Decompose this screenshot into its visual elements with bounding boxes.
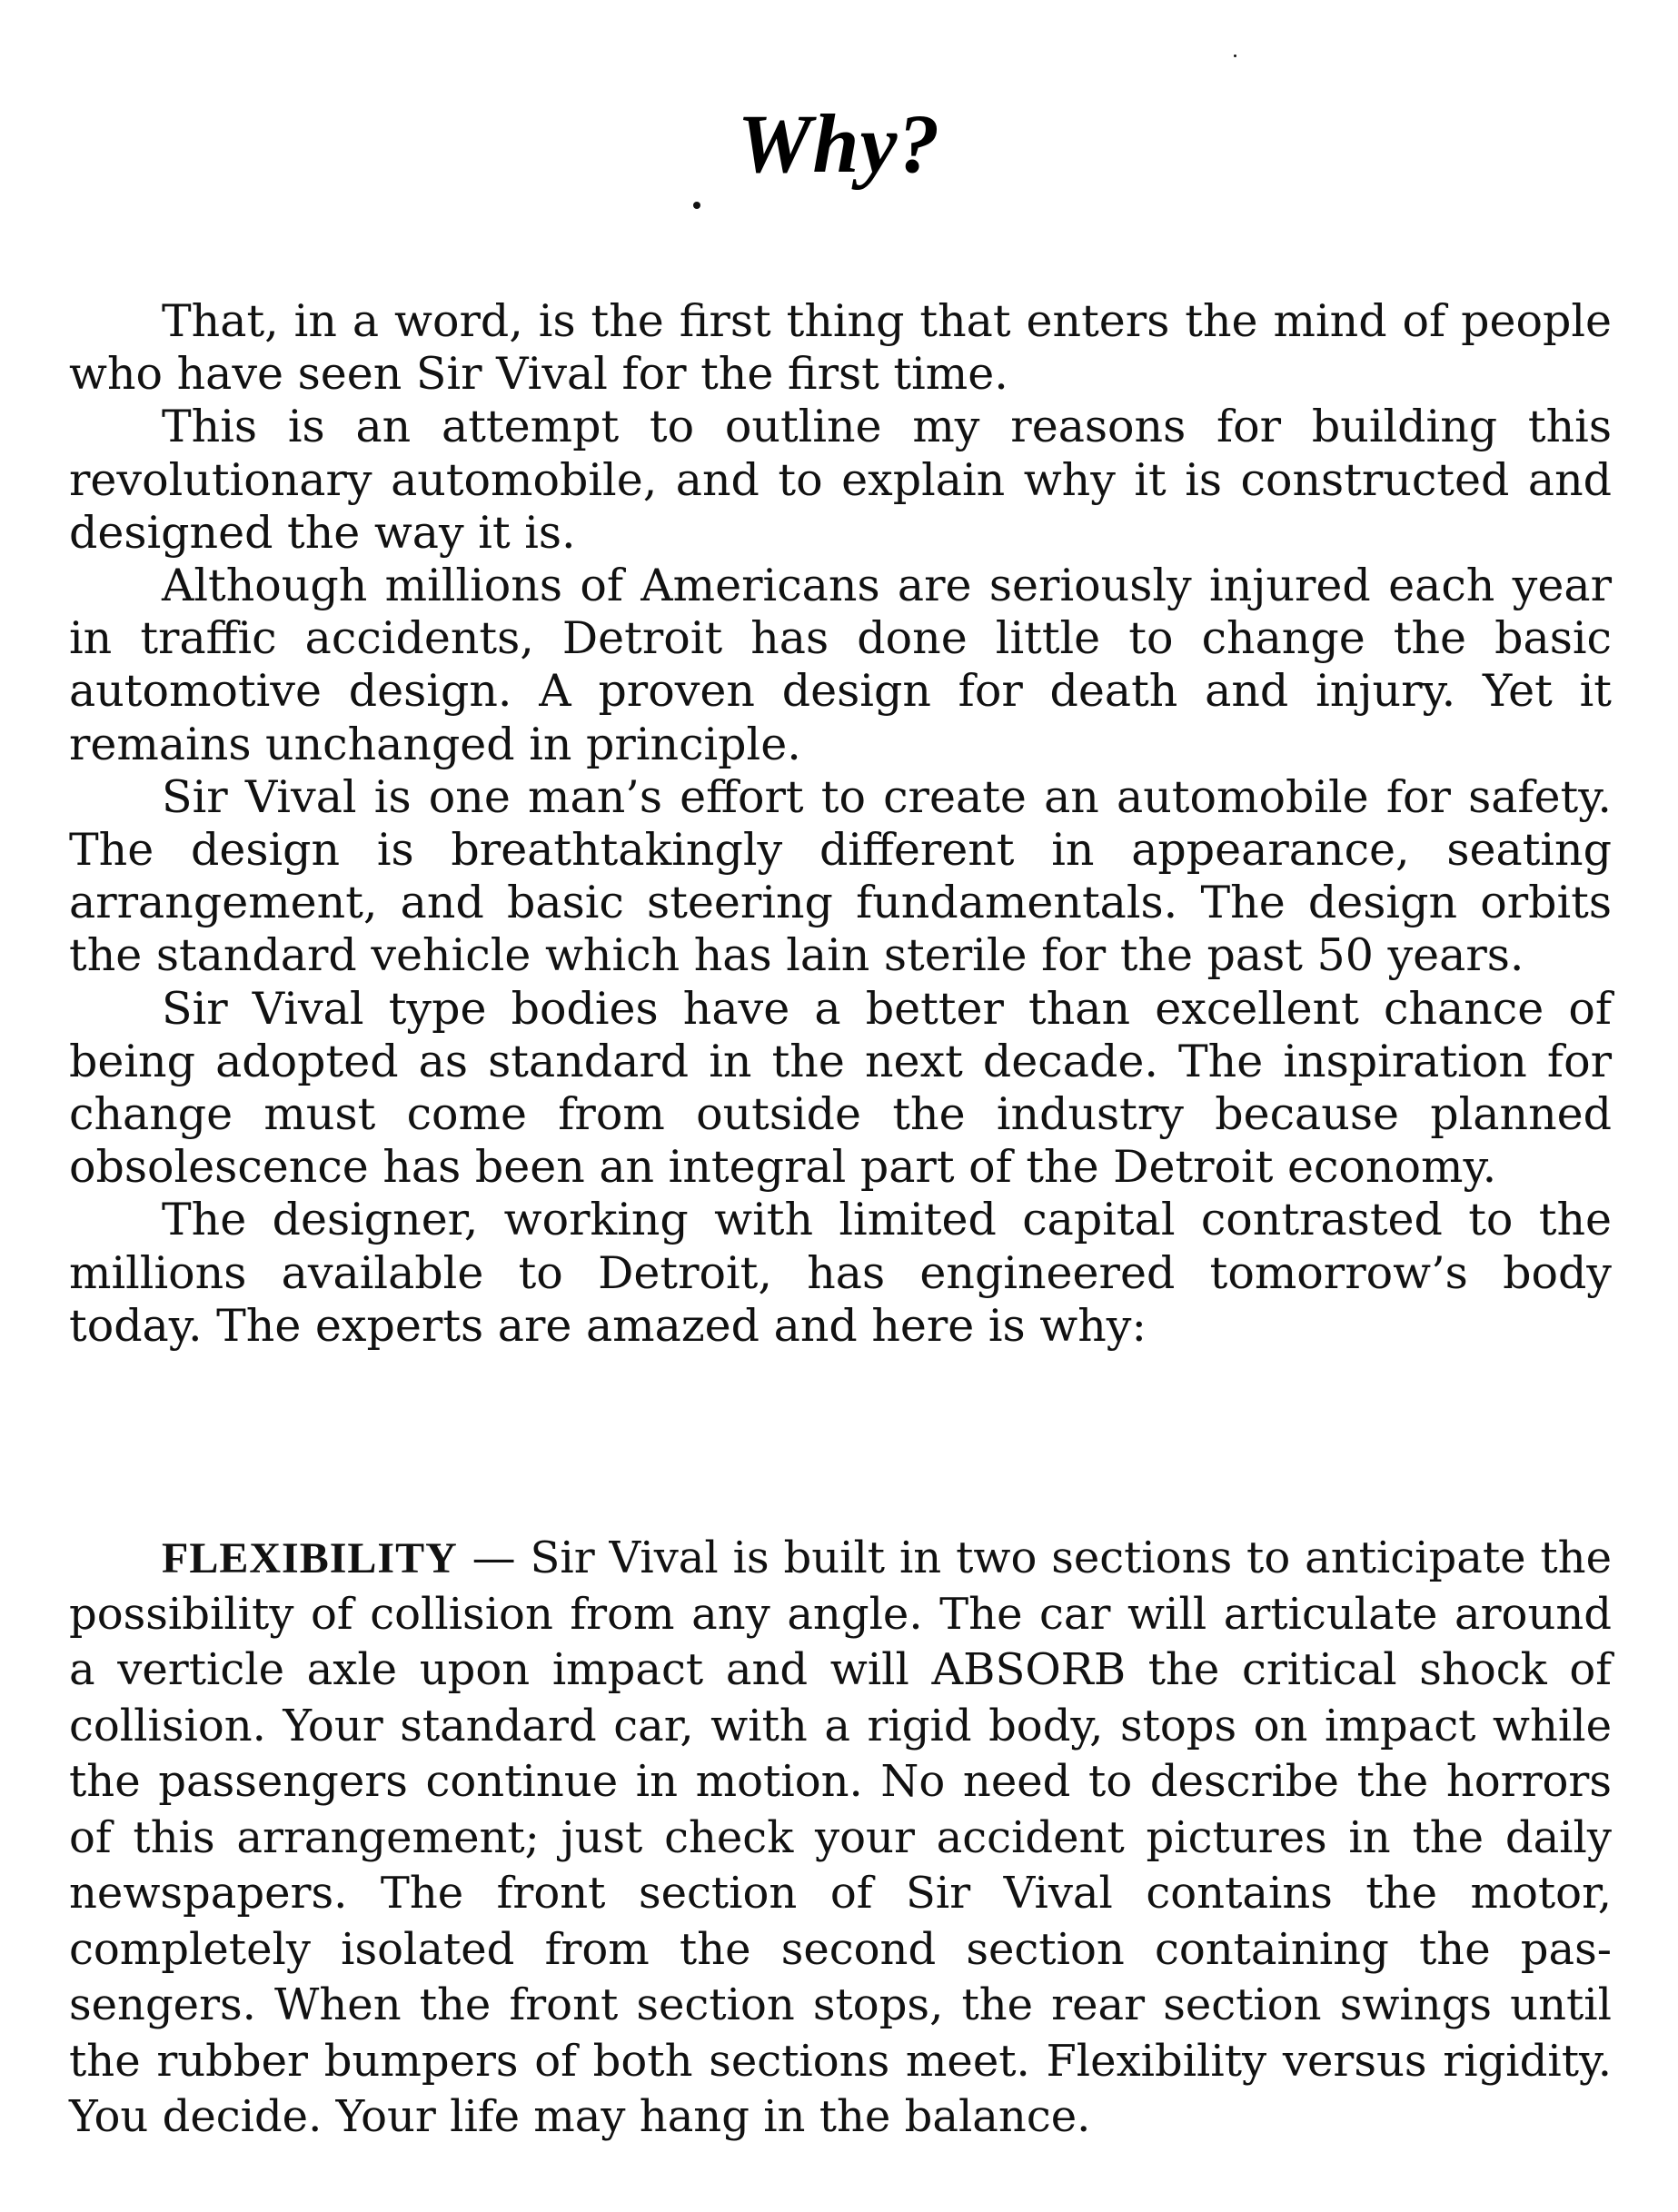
paragraph: This is an attempt to outline my reasons for building this revolutionary automobile, and to explain why it is constructed and designed the way it is. (69, 401, 1612, 559)
paragraph: That, in a word, is the first thing that enters the mind of people who have seen Sir Vival for the first time. (69, 295, 1612, 401)
flexibility-section (69, 1531, 1612, 2146)
paragraph: Sir Vival type bodies have a better than excellent chance of being adopted as standard in the next decade. The inspiration for change must come from outside the industry because planned obsolescence has been an integral part of the Detroit economy. (69, 982, 1612, 1194)
page-title: Why? (737, 97, 941, 190)
section-heading: FLEXIBILITY (162, 1534, 458, 1582)
paragraph: Sir Vival is one man’s effort to create an automobile for safety. The design is breathtakingly different in appearance, seating arrangement, and basic steering fundamentals. The design orbits the standard vehicle which has lain sterile for the past 50 years. (69, 770, 1612, 982)
section-paragraph (69, 1531, 1612, 2146)
paragraph: Although millions of Americans are seriously injured each year in traffic accidents, Detroit has done little to change the basic automotive design. A proven design for death and injury. Yet it remains unchanged in principle. (69, 560, 1612, 770)
print-speck (693, 202, 700, 209)
section-separator: — (457, 1533, 531, 1583)
section-body: Sir Vival is built in two sections to anticipate the possibility of collision from any angle. The car will articulate around a verticle axle upon impact and will ABSORB the critical shock of collision. Your standard car, with a rigid body, stops on impact while the passengers continue in motion. No need to describe the horrors of this arrangement; just check your accident pictures in the daily newspapers. The front section of Sir Vival contains the motor, completely isolated from the second section containing the passengers. When the front section stops, the rear section swings until the rubber bumpers of both sections meet. Flexibility versus rigidity. You decide. Your life may hang in the balance. (69, 1533, 1613, 2142)
print-speck (1234, 55, 1236, 57)
paragraph: The designer, working with limited capital contrasted to the millions available to Detroit, has engineered tomorrow’s body today. The experts are amazed and here is why: (69, 1194, 1612, 1352)
intro-text (69, 295, 1612, 1353)
